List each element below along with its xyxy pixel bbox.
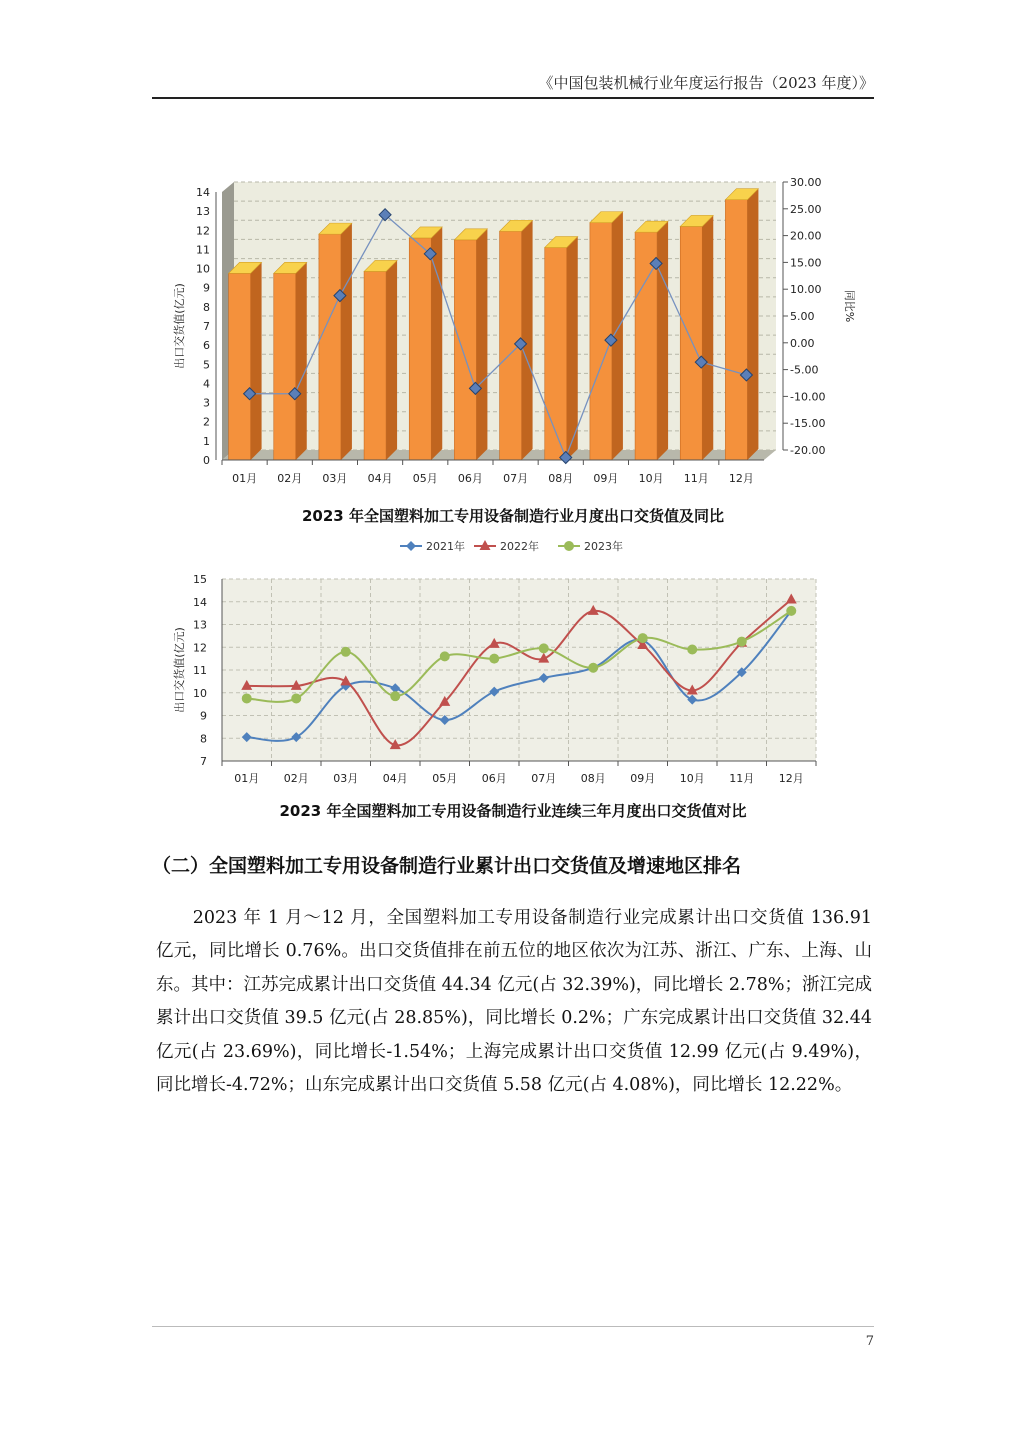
chart2-x-tick-label: 11月 (729, 772, 755, 785)
chart1-left-tick-label: 14 (196, 186, 210, 199)
footer-rule (152, 1326, 874, 1327)
chart2-point-2023 (638, 633, 648, 643)
chart1-x-tick-label: 07月 (503, 472, 529, 485)
chart2-point-2023 (291, 693, 301, 703)
chart2-legend-item (474, 539, 539, 553)
chart1-bar-front (274, 273, 296, 460)
chart1-bar (635, 221, 668, 460)
chart1-bar (725, 189, 758, 460)
chart2-y-tick-label: 7 (200, 755, 207, 768)
chart1-bar-side (747, 189, 758, 460)
chart1-left-tick-label: 6 (203, 339, 210, 353)
monthly-export-bar-chart (0, 172, 1026, 494)
chart1-left-tick-label: 4 (203, 377, 210, 391)
chart1-x-tick-label: 10月 (638, 472, 664, 485)
chart2-x-tick-label: 07月 (531, 772, 557, 785)
chart2-legend-item (400, 539, 465, 553)
chart2-x-tick-label: 08月 (580, 772, 606, 785)
chart1-x-tick-label: 09月 (593, 472, 619, 485)
chart1-bar-front (364, 271, 386, 460)
chart2-y-tick-label: 9 (200, 709, 207, 723)
chart1-y2-axis-title: 同比% (843, 289, 856, 323)
chart1-left-tick-label: 1 (203, 434, 210, 448)
chart1-bar-front (680, 226, 702, 460)
chart1-left-tick-label: 8 (203, 300, 210, 314)
chart1-bar (545, 237, 578, 460)
chart2-point-2023 (341, 647, 351, 657)
chart2-point-2023 (489, 654, 499, 664)
chart1-bar (229, 262, 262, 460)
chart2-point-2023 (564, 541, 574, 551)
chart1-bar (319, 223, 352, 460)
chart1-left-tick-label: 3 (203, 396, 210, 410)
chart1-bar (274, 262, 307, 460)
chart1-left-tick-label: 10 (196, 262, 210, 276)
body-paragraph-block (156, 902, 872, 1102)
chart1-bar (680, 215, 713, 460)
chart2-legend-label: 2023年 (584, 540, 623, 553)
chart1-bar-front (725, 200, 747, 460)
chart1-bar-front (229, 273, 251, 460)
chart1-bar-front (319, 234, 341, 460)
chart2-legend-label: 2022年 (500, 540, 539, 553)
chart1-left-tick-label: 9 (203, 281, 210, 295)
chart2-x-tick-label: 06月 (481, 772, 507, 785)
chart1-bar-side (296, 262, 307, 460)
chart1-right-tick-label: -5.00 (790, 363, 819, 377)
chart2-legend-label: 2021年 (426, 540, 465, 553)
chart2-x-tick-label: 02月 (283, 772, 309, 785)
chart1-left-tick-label: 7 (203, 320, 210, 333)
chart1-x-tick-label: 04月 (367, 472, 393, 485)
chart1-right-tick-label: -15.00 (790, 417, 826, 431)
chart1-bar-front (409, 238, 431, 460)
chart2-point-2023 (390, 691, 400, 701)
chart1-bar-side (386, 260, 397, 460)
chart1-x-tick-label: 01月 (232, 472, 258, 485)
chart1-right-tick-label: 25.00 (790, 202, 822, 216)
chart1-bar-side (657, 221, 668, 460)
chart2-y-axis-title: 出口交货值(亿元) (173, 627, 186, 713)
chart2-x-tick-label: 05月 (432, 772, 458, 785)
three-year-line-chart (0, 534, 1026, 792)
chart1-bar (364, 260, 397, 460)
chart1-bar-side (476, 229, 487, 460)
chart2-x-tick-label: 03月 (333, 772, 359, 785)
chart1-bar-side (702, 215, 713, 460)
header-rule (152, 97, 874, 99)
chart1-bar-front (454, 240, 476, 460)
chart1-right-tick-label: 15.00 (790, 256, 822, 270)
page-number: 7 (865, 1334, 874, 1349)
chart1-left-tick-label: 13 (196, 205, 210, 219)
chart1-right-tick-label: -10.00 (790, 390, 826, 404)
chart1-bar (454, 229, 487, 460)
chart2-legend-item (558, 539, 623, 553)
chart2-point-2023 (687, 645, 697, 655)
chart2-y-tick-label: 14 (193, 595, 207, 609)
chart1-right-tick-label: -20.00 (790, 444, 826, 457)
chart1-right-tick-label: 5.00 (790, 310, 815, 323)
chart1-x-tick-label: 03月 (322, 472, 348, 485)
chart2-y-tick-label: 10 (193, 686, 207, 700)
chart1-x-tick-label: 02月 (277, 472, 303, 485)
chart2-x-tick-label: 01月 (234, 772, 260, 785)
chart2-point-2021 (406, 541, 416, 551)
chart1-bar-side (341, 223, 352, 460)
chart1-left-tick-label: 2 (203, 415, 210, 429)
chart1-bar-side (567, 237, 578, 460)
chart2-x-tick-label: 10月 (679, 772, 705, 785)
chart2-point-2023 (786, 606, 796, 616)
chart2-y-tick-label: 13 (193, 618, 207, 632)
chart2-y-tick-label: 11 (193, 664, 207, 677)
chart1-x-tick-label: 11月 (683, 472, 709, 485)
chart1-y-axis-title: 出口交货值(亿元) (173, 283, 186, 369)
chart2-point-2023 (737, 637, 747, 647)
chart1-bar (409, 227, 442, 460)
chart1-x-tick-label: 05月 (412, 472, 438, 485)
chart2-point-2023 (588, 663, 598, 673)
body-paragraph: 2023 年 1 月～12 月，全国塑料加工专用设备制造行业完成累计出口交货值 136.91 亿元，同比增长 0.76%。出口交货值排在前五位的地区依次为江苏、浙江、广东、上海、山东。其中：江苏完成累计出口交货值 44.34 亿元(占 32.39%)，同比增长 2.78%；浙江完成累计出口交货值 39.5 亿元(占 28.85%)，同比增长 0.2%；广东完成累计出口交货值 32.44 亿元(占 23.69%)，同比增长-1.54%；上海完成累计出口交货值 12.99 亿元(占 9.49%)，同比增长-4.72%；山东完成累计出口交货值 5.58 亿元(占 4.08%)，同比增长 12.22%。 (156, 908, 872, 1096)
chart1-bar (590, 212, 623, 460)
chart1-bar-side (251, 262, 262, 460)
chart2-caption: 2023 年全国塑料加工专用设备制造行业连续三年月度出口交货值对比 (279, 802, 747, 820)
chart1-left-tick-label: 12 (196, 224, 210, 238)
chart2-y-tick-label: 12 (193, 641, 207, 655)
running-header: 《中国包装机械行业年度运行报告（2023 年度）》 (538, 74, 874, 92)
chart2-point-2023 (539, 643, 549, 653)
chart1-right-tick-label: 20.00 (790, 229, 822, 243)
chart1-bar-front (545, 248, 567, 460)
chart1-x-tick-label: 12月 (728, 472, 754, 485)
chart1-right-tick-label: 30.00 (790, 176, 822, 189)
chart1-x-tick-label: 06月 (457, 472, 483, 485)
chart1-left-tick-label: 0 (203, 454, 210, 467)
chart2-point-2023 (242, 693, 252, 703)
chart2-y-tick-label: 15 (193, 573, 207, 586)
chart1-x-tick-label: 08月 (548, 472, 574, 485)
chart1-caption: 2023 年全国塑料加工专用设备制造行业月度出口交货值及同比 (302, 507, 724, 525)
chart2-x-tick-label: 09月 (630, 772, 656, 785)
chart2-x-tick-label: 12月 (778, 772, 804, 785)
chart2-x-tick-label: 04月 (382, 772, 408, 785)
chart1-right-tick-label: 0.00 (790, 336, 815, 350)
section-heading: （二）全国塑料加工专用设备制造行业累计出口交货值及增速地区排名 (152, 855, 742, 877)
chart2-point-2023 (440, 651, 450, 661)
chart1-bar (500, 220, 533, 460)
chart1-left-tick-label: 11 (196, 243, 210, 257)
chart1-left-tick-label: 5 (203, 358, 210, 372)
chart1-right-tick-label: 10.00 (790, 283, 822, 297)
chart2-y-tick-label: 8 (200, 732, 207, 746)
